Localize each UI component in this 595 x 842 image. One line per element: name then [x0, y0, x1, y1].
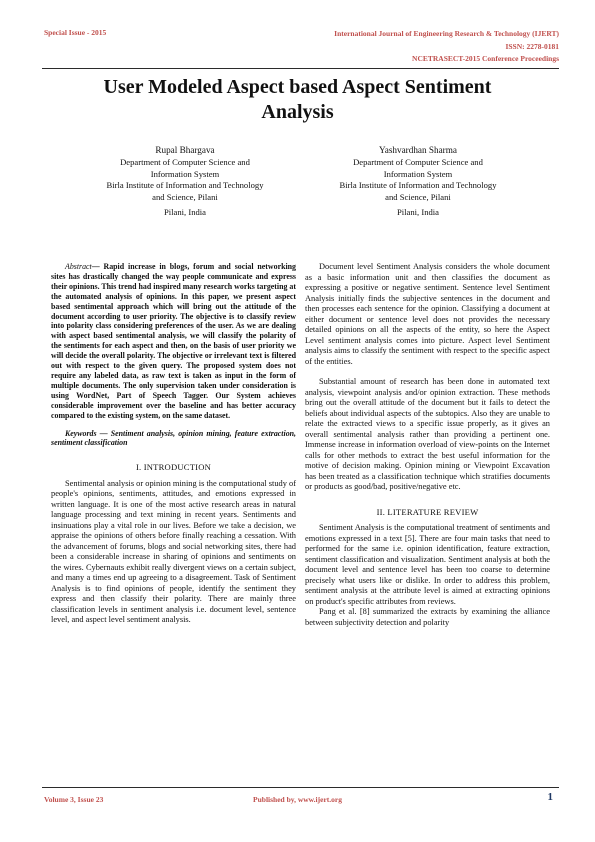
- section-heading-introduction: I. INTRODUCTION: [135, 462, 212, 473]
- footer-volume: Volume 3, Issue 23: [44, 795, 104, 804]
- footer-divider: [42, 787, 559, 788]
- left-column: [51, 262, 296, 626]
- author-institute: Birla Institute of Information and Technology: [106, 180, 264, 191]
- author-institute: and Science, Pilani: [385, 192, 451, 203]
- author-name: Rupal Bhargava: [155, 145, 215, 155]
- title-line-2: Analysis: [261, 101, 334, 123]
- body-paragraph: Sentiment Analysis is the computational treatment of sentiments and emotions expressed in a text [5]. There are four main tasks that need to performed for the same i.e. opinion identification, feature extraction, sentiment classification and visualization. Sentiment analysis at both the document level and sentence level has been too coarse to determine precisely what users like or dislike. In order to address this problem, sentiment analysis at the attribute level is aimed at extracting opinions on product's specific attributes from reviews.: [305, 523, 550, 606]
- author-location: Pilani, India: [396, 206, 439, 217]
- author-dept: Information System: [150, 168, 220, 179]
- header-journal: International Journal of Engineering Research & Technology (IJERT): [334, 29, 559, 38]
- keywords: Keywords — Sentiment analysis, opinion mining, feature extraction, sentiment classification: [51, 428, 296, 448]
- author-dept: Information System: [383, 168, 453, 179]
- page-number: 1: [547, 791, 553, 803]
- paper-title: [40, 75, 555, 125]
- section-heading-literature-review: II. LITERATURE REVIEW: [376, 506, 479, 517]
- author-dept: Department of Computer Science and: [120, 156, 250, 167]
- author-name: Yashvardhan Sharma: [379, 145, 457, 155]
- abstract: [51, 262, 296, 421]
- right-column: [305, 262, 550, 628]
- header-divider: [42, 68, 559, 69]
- title-line-1: User Modeled Aspect based Aspect Sentiment: [103, 76, 492, 98]
- header-issn: ISSN: 2278-0181: [505, 41, 559, 51]
- author-institute: and Science, Pilani: [152, 192, 218, 203]
- intro-paragraph: Sentimental analysis or opinion mining is the computational study of people's opinions, sentiments, attitudes, and emotions expressed in written language. It is one of the most active research areas in natural language processing and text mining in recent years. Sentiments and insinuations play a vital role in our lives. Before we take a decision, we appraise the opinions of others before finally reaching a cessation. With the advancement of forums, blogs and social networking sites, there had been a considerable increase in sharing of opinions and sentiments on the wires. Cybernauts exhibit really divergent views on a certain subject, and many a times end up agreeing to a disagreement. Task of Sentiment Analysis is to find opinions of people, identify the sentiment they express and then classify their polarity. There are mainly three classification levels in sentiment analysis i.e. document level, sentence level, and aspect level sentiment analysis.: [51, 478, 296, 625]
- abstract-label: Abstract: [65, 262, 92, 271]
- header-issue: Special Issue - 2015: [44, 28, 107, 37]
- author-institute: Birla Institute of Information and Technology: [339, 180, 497, 191]
- author-location: Pilani, India: [163, 206, 206, 217]
- author-dept: Department of Computer Science and: [353, 156, 483, 167]
- author-block-1: [80, 145, 290, 219]
- body-paragraph: Substantial amount of research has been done in automated text analysis, viewpoint analysis and/or opinion extraction. These methods bring out the overall attitude of the document but it fails to detect the beliefs about individual aspects of the subtopics. Also they are unable to relate the extracted views to a specific issue properly, as it gives an overall sentimental analysis rather than providing a pertinent one. Immense increase in information overload of view-points on the Internet calls for other methods to extract the best useful information for the motive of decision making. Opinion mining or Viewpoint Excavation has been treated as a classification technique which stratifies documents or products as good/bad, positive/negative etc.: [305, 377, 550, 491]
- header-conference: NCETRASECT-2015 Conference Proceedings: [412, 54, 559, 63]
- body-paragraph: Document level Sentiment Analysis considers the whole document as a basic information unit and then classifies the document as expressing a positive or negative sentiment. Sentence level Sentiment Analysis initially finds the subjective sentences in the document and then processes each sentence for the opinion. Classifying a document at either document or sentence level does not provides the necessary detailed opinions on all the aspects of the entity, so here the Aspect Level sentiment analysis comes into picture. Aspect level Sentiment analysis aims to classify the sentiment with respect to the specific aspect of the entities.: [305, 262, 550, 366]
- body-paragraph: Pang et al. [8] summarized the extracts by examining the alliance between subjectivity detection and polarity: [305, 607, 550, 627]
- author-block-2: [313, 145, 523, 219]
- abstract-text: — Rapid increase in blogs, forum and social networking sites has drastically changed the way people communicate and express their opinions. This trend had inspired many research works targeting at the automated analysis of opinions. In this paper, we present aspect based sentimental approach which will bring out the attitude of the document according to user priority. The objective is to classify review into polarity class considering preferences of the user. As we are dealing with aspect based sentimental analysis, we will classify the polarity of the sentiments for each aspect and then, on the basis of user priority we will decide the overall polarity. The objective or irrelevant text is filtered out with respect to the given query. The proposed system does not require any labeled data, as raw text is taken as input in the form of multiple documents. The only supervision taken under consideration is using WordNet, Part of Speech Tagger. Our System achieves considerable improvement over the baseline and has better accuracy compared to the existing system, on the same dataset.: [51, 262, 296, 420]
- footer-publisher: Published by, www.ijert.org: [253, 795, 342, 804]
- header-journal-block: [259, 28, 559, 66]
